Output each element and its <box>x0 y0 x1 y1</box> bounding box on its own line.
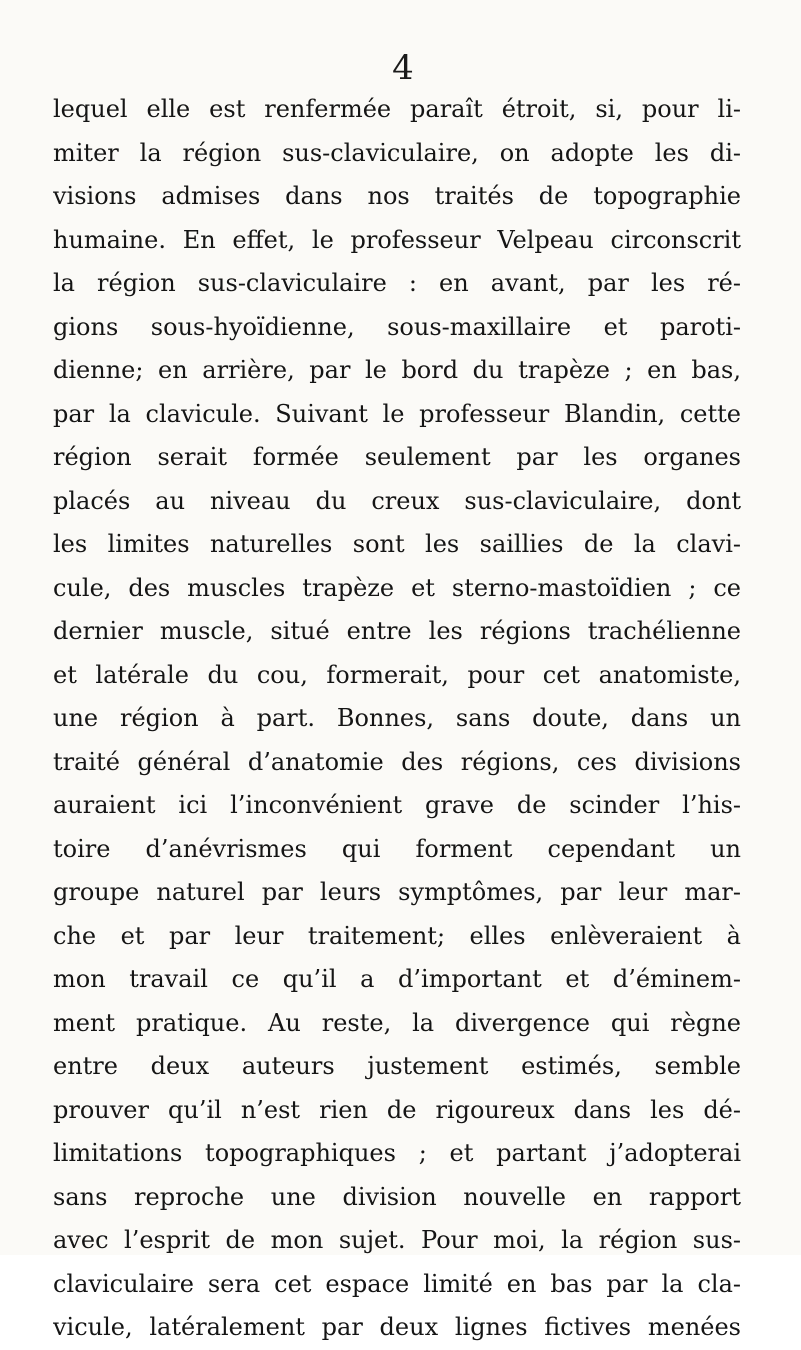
text-line: cule, des muscles trapèze et sterno-mastoïdien ; ce <box>53 573 741 602</box>
text-line: gions sous-hyoïdienne, sous-maxillaire et paroti- <box>53 312 741 341</box>
text-line: vicule, latéralement par deux lignes fictives menées <box>53 1313 741 1341</box>
text-line: et latérale du cou, formerait, pour cet anatomiste, <box>53 660 741 689</box>
text-line: toire d’anévrismes qui forment cependant un <box>53 834 741 863</box>
text-line: groupe naturel par leurs symptômes, par leur mar- <box>53 878 741 906</box>
body-text <box>53 88 741 1350</box>
text-line: che et par leur traitement; elles enlèveraient à <box>53 921 741 950</box>
text-line: dernier muscle, situé entre les régions trachélienne <box>53 617 741 645</box>
text-line: traité général d’anatomie des régions, ces divisions <box>53 747 741 776</box>
text-line: région serait formée seulement par les organes <box>53 443 741 471</box>
text-line: miter la région sus-claviculaire, on adopte les di- <box>53 138 741 167</box>
text-line: sans reproche une division nouvelle en rapport <box>53 1182 741 1211</box>
text-line: claviculaire sera cet espace limité en bas par la cla- <box>53 1269 741 1298</box>
text-line: lequel elle est renfermée paraît étroit, si, pour li- <box>53 95 741 123</box>
text-line: par la clavicule. Suivant le professeur Blandin, cette <box>53 399 741 428</box>
text-line: placés au niveau du creux sus-claviculaire, dont <box>53 486 741 515</box>
text-line: auraient ici l’inconvénient grave de scinder l’his- <box>53 791 741 819</box>
text-line: une région à part. Bonnes, sans doute, dans un <box>53 704 741 732</box>
text-line: ment pratique. Au reste, la divergence qui règne <box>53 1008 741 1037</box>
text-line: mon travail ce qu’il a d’important et d’éminem- <box>53 965 741 993</box>
page-number: 4 <box>392 48 414 88</box>
text-line: visions admises dans nos traités de topographie <box>53 182 741 210</box>
text-line: avec l’esprit de mon sujet. Pour moi, la région sus- <box>53 1226 741 1254</box>
text-line: dienne; en arrière, par le bord du trapèze ; en bas, <box>53 356 741 384</box>
text-line: entre deux auteurs justement estimés, semble <box>53 1052 741 1080</box>
text-line: limitations topographiques ; et partant j’adopterai <box>53 1139 741 1167</box>
text-line: les limites naturelles sont les saillies de la clavi- <box>53 530 741 558</box>
text-line: humaine. En effet, le professeur Velpeau circonscrit <box>53 225 741 254</box>
text-line: la région sus-claviculaire : en avant, par les ré- <box>53 269 741 297</box>
text-line: prouver qu’il n’est rien de rigoureux dans les dé- <box>53 1095 741 1124</box>
